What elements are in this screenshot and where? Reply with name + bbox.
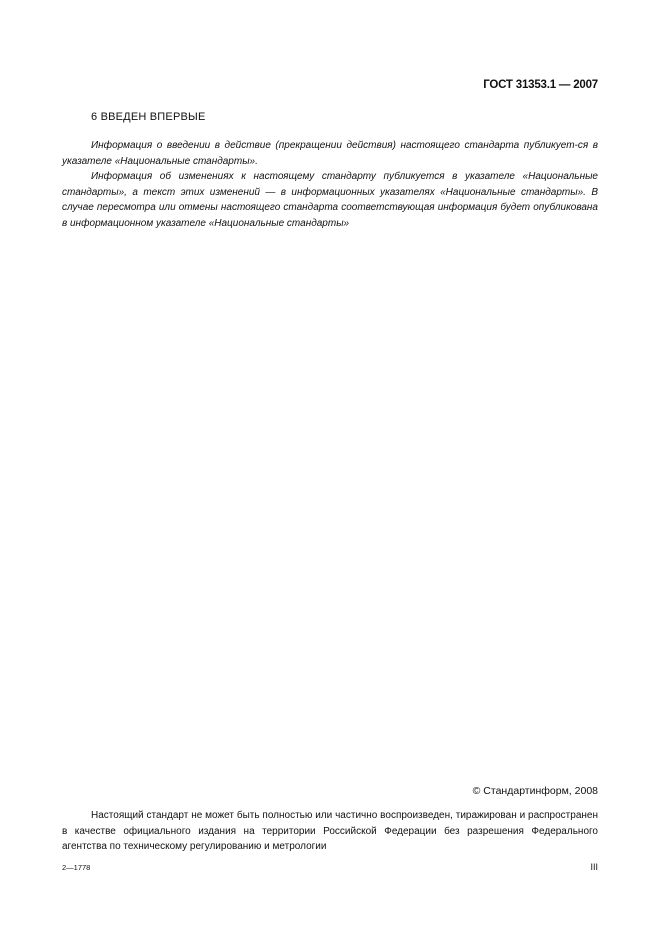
document-code: ГОСТ 31353.1 — 2007 <box>483 79 598 91</box>
page-number: III <box>590 862 598 872</box>
notice-paragraph: Информация об изменениях к настоящему стандарту публикуется в указателе «Национальные стандарты», а текст этих изменений — в информационных указателях «Национальные стандарты». В случае пересмотра или отмены настоящего стандарта соответствующая информация будет опубликована в информационном указателе «Национальные стандарты» <box>62 171 598 229</box>
reproduction-rights-notice: Настоящий стандарт не может быть полностью или частично воспроизведен, тиражирован и распространен в качестве официального издания на территории Российской Федерации без разрешения Федерального агентства по техническому регулированию и метрологии <box>62 810 598 852</box>
notice-paragraph: Информация о введении в действие (прекращении действия) настоящего стандарта публикует-ся в указателе «Национальные стандарты». <box>62 140 598 167</box>
copyright-notice: © Стандартинформ, 2008 <box>472 785 598 797</box>
section-heading: 6 ВВЕДЕН ВПЕРВЫЕ <box>91 111 206 123</box>
print-order-code: 2—1778 <box>62 863 91 872</box>
publication-notice <box>62 138 598 231</box>
